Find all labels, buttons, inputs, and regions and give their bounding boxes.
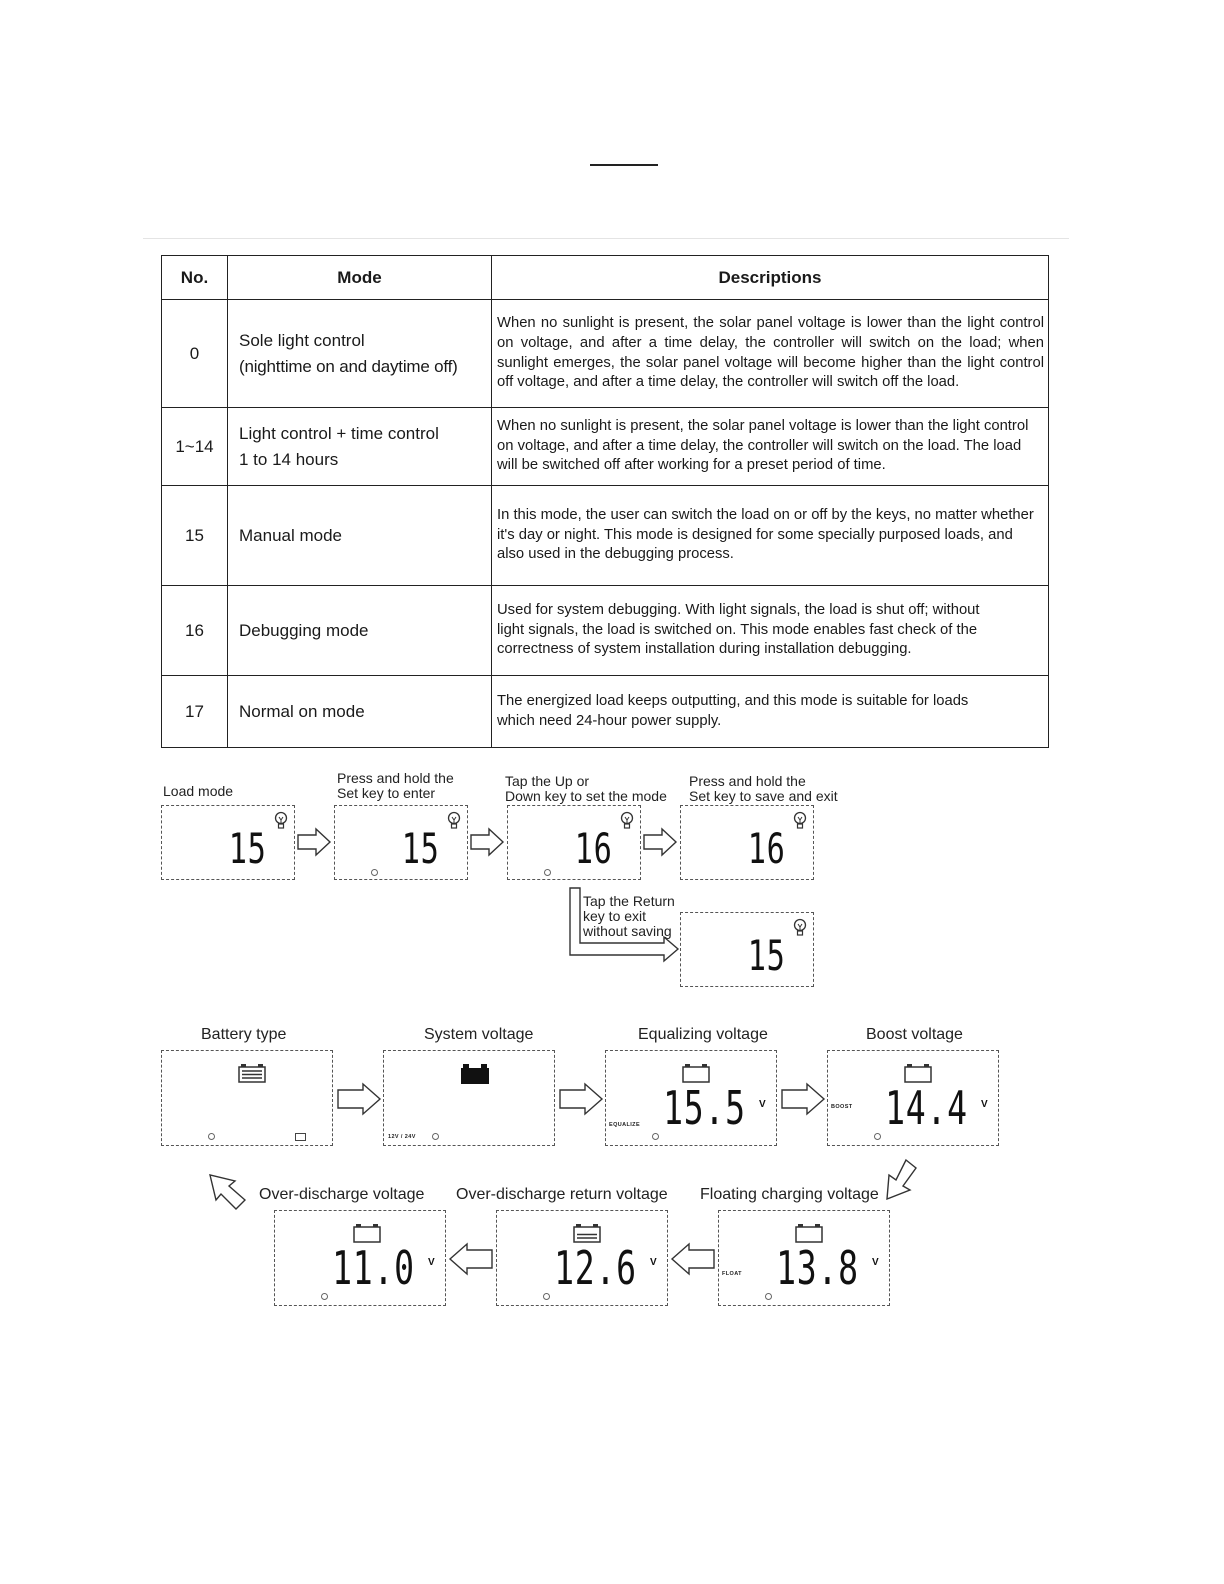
- system-voltage-tag: 12V / 24V: [388, 1134, 416, 1140]
- row-description: In this mode, the user can switch the load on or off by the keys, no matter whether it's day or night. This mode is designed for some specially purposed loads, and also used in the debugging process.: [492, 486, 1049, 586]
- step-label-line: Down key to set the mode: [505, 788, 667, 804]
- label-boost-voltage: Boost voltage: [866, 1026, 963, 1043]
- step-label-line: Set key to save and exit: [689, 788, 838, 804]
- arrow-right-icon: [560, 1084, 602, 1114]
- lcd-digits: 16: [575, 824, 613, 873]
- row-no: 1~14: [162, 408, 228, 486]
- arrow-right-icon: [644, 829, 676, 855]
- row-no: 16: [162, 586, 228, 676]
- arrow-left-icon: [672, 1244, 714, 1274]
- lcd-digits: 15.5: [663, 1081, 746, 1135]
- float-tag: FLOAT: [722, 1271, 742, 1277]
- arrow-right-icon: [782, 1084, 824, 1114]
- label-over-discharge-voltage: Over-discharge voltage: [259, 1186, 425, 1203]
- volt-unit: V: [428, 1257, 435, 1268]
- row-description: The energized load keeps outputting, and this mode is suitable for loads which need 24-hour power supply.: [492, 676, 1049, 748]
- mode-subtitle: (nighttime on and daytime off): [239, 356, 458, 376]
- label-battery-type: Battery type: [201, 1026, 287, 1043]
- label-over-discharge-return-voltage: Over-discharge return voltage: [456, 1186, 668, 1203]
- lcd-digits: 16: [748, 824, 786, 873]
- row-description: When no sunlight is present, the solar panel voltage is lower than the light control on voltage, and after a time delay, the controller will switch on the load; when sunlight emerges, the solar panel voltage will become higher than the light control off voltage, and after a time delay, the controller will switch off the load.: [492, 300, 1049, 408]
- volt-unit: V: [650, 1257, 657, 1268]
- mode-title: Light control + time control: [239, 423, 439, 443]
- mode-title: Sole light control: [239, 330, 365, 350]
- arrow-down-left-icon: [887, 1160, 916, 1199]
- step-label-line: without saving: [583, 923, 672, 939]
- step-label-line: Press and hold the: [689, 773, 806, 789]
- arrow-left-icon: [450, 1244, 492, 1274]
- arrow-right-icon: [298, 829, 330, 855]
- volt-unit: V: [981, 1099, 988, 1110]
- header-mode: Mode: [228, 256, 492, 300]
- lcd-digits: 15: [229, 824, 267, 873]
- lcd-digits: 15: [402, 824, 440, 873]
- lcd-digits: 15: [748, 931, 786, 980]
- mode-title: Manual mode: [239, 525, 343, 545]
- lcd-digits: 14.4: [885, 1081, 968, 1135]
- step-label-line: Tap the Return: [583, 893, 675, 909]
- lcd-digits: 11.0: [332, 1241, 415, 1295]
- row-description: When no sunlight is present, the solar panel voltage is lower than the light control on voltage, and after a time delay, the controller will switch on the load. The load will be switched off after working for a preset period of time.: [492, 408, 1049, 486]
- volt-unit: V: [759, 1099, 766, 1110]
- row-description: Used for system debugging. With light signals, the load is shut off; without light signals, the load is switched on. This mode enables fast check of the correctness of system installation during installation debugging.: [492, 586, 1049, 676]
- row-no: 17: [162, 676, 228, 748]
- step-label-line: Load mode: [163, 783, 234, 799]
- volt-unit: V: [872, 1257, 879, 1268]
- mode-title: Debugging mode: [239, 620, 369, 640]
- step-label-line: Press and hold the: [337, 770, 454, 786]
- label-floating-charging-voltage: Floating charging voltage: [700, 1186, 879, 1203]
- lcd-digits: 13.8: [776, 1241, 859, 1295]
- arrow-right-icon: [471, 829, 503, 855]
- header-descriptions: Descriptions: [492, 256, 1049, 300]
- arrow-up-left-icon: [210, 1175, 245, 1209]
- arrow-return-icon: [570, 888, 678, 961]
- boost-tag: BOOST: [831, 1104, 853, 1110]
- label-equalizing-voltage: Equalizing voltage: [638, 1026, 768, 1043]
- arrow-right-icon: [338, 1084, 380, 1114]
- step-label-line: Set key to enter: [337, 785, 436, 801]
- label-system-voltage: System voltage: [424, 1026, 534, 1043]
- lcd-digits: 12.6: [554, 1241, 637, 1295]
- step-label-line: Tap the Up or: [505, 773, 590, 789]
- equalize-tag: EQUALIZE: [609, 1122, 641, 1128]
- mode-subtitle: 1 to 14 hours: [239, 449, 339, 469]
- mode-title: Normal on mode: [239, 701, 365, 721]
- step-label-line: key to exit: [583, 908, 647, 924]
- row-no: 15: [162, 486, 228, 586]
- row-no: 0: [162, 300, 228, 408]
- header-no: No.: [162, 256, 228, 300]
